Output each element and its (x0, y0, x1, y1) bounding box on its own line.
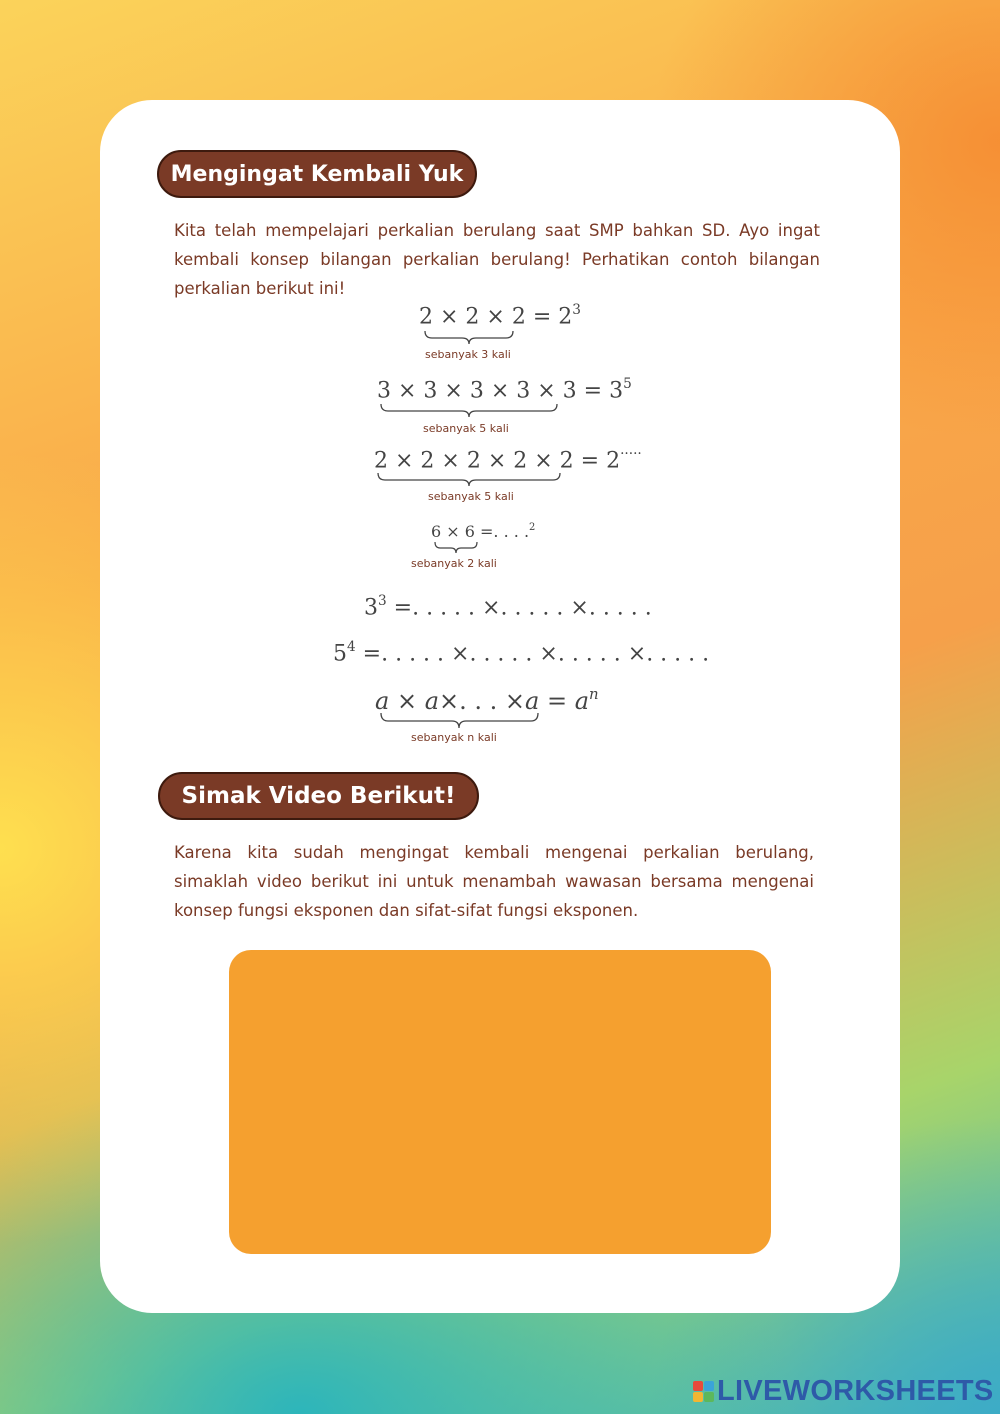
watermark-text: LIVEWORKSHEETS (717, 1374, 994, 1407)
example-2: $3 \times 3 \times 3 \times 3 \times 3 = 3^5$ (377, 375, 632, 404)
example-1: $2 \times 2 \times 2 = 2^3$ (419, 301, 581, 330)
underbrace-3 (377, 472, 561, 488)
caption-1: sebanyak 3 kali (425, 348, 511, 361)
example-6: $5^4$ =. . . . . ×. . . . . ×. . . . . ×. . . . . (333, 638, 710, 667)
caption-general: sebanyak n kali (411, 731, 497, 744)
underbrace-4 (434, 541, 478, 555)
caption-4: sebanyak 2 kali (411, 557, 497, 570)
underbrace-general (380, 712, 540, 730)
example-3: 2 × 2 × 2 × 2 × 2 = 2····· (374, 445, 642, 474)
example-general: a × a×. . . $\times a = a^n$ (375, 684, 599, 715)
example-4: 6 × 6 =. . . .$^2$ (431, 521, 536, 541)
caption-3: sebanyak 5 kali (428, 490, 514, 503)
video-embed[interactable] (229, 950, 771, 1254)
video-paragraph: Karena kita sudah mengingat kembali mengenai perkalian berulang, simaklah video berikut ini untuk menambah wawasan bersama mengenai konsep fungsi eksponen dan sifat-sifat fungsi eksponen. (174, 843, 814, 920)
underbrace-2 (380, 403, 558, 419)
section-title-mengingat: Mengingat Kembali Yuk (157, 150, 477, 198)
liveworksheets-logo-icon (693, 1381, 714, 1402)
liveworksheets-watermark[interactable] (693, 1374, 994, 1408)
example-5: $3^3$ =. . . . . ×. . . . . ×. . . . . (364, 592, 652, 621)
underbrace-1 (424, 330, 514, 346)
intro-paragraph: Kita telah mempelajari perkalian berulang saat SMP bahkan SD. Ayo ingat kembali konsep bilangan perkalian berulang! Perhatikan contoh bilangan perkalian berikut ini! (174, 221, 820, 298)
caption-2: sebanyak 5 kali (423, 422, 509, 435)
section-title-video: Simak Video Berikut! (158, 772, 479, 820)
